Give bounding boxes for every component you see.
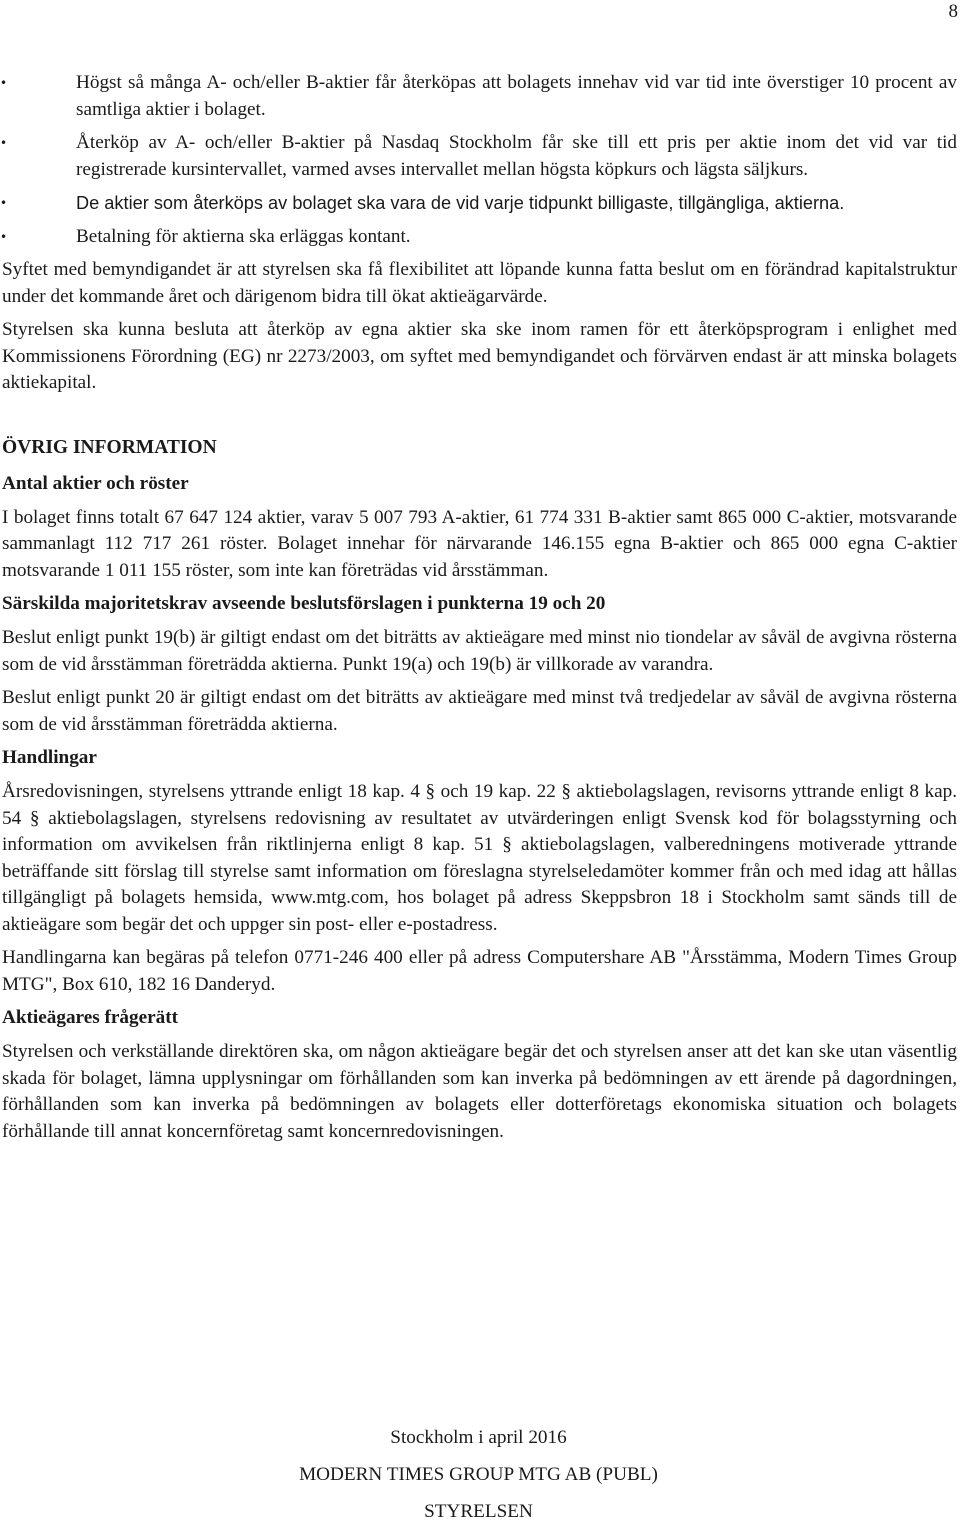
- list-item-text: Högst så många A- och/eller B-aktier får återköpas att bolagets innehav vid var tid inte överstiger 10 procent av samtliga aktier i bolaget.: [76, 72, 957, 120]
- rights-paragraph: Styrelsen och verkställande direktören ska, om någon aktieägare begär det och styrelsen anser att det kan ske utan väsentlig skada för bolaget, lämna upplysningar om förhållanden som kan inverka på bedömningen av ett ärende på dagordningen, förhållanden som kan inverka på bedömningen av bolagets eller dotterföretags ekonomiska situation och bolagets förhållande till annat koncernföretag samt koncernredovisningen.: [2, 1041, 957, 1142]
- document-body: [2, 70, 957, 1152]
- signature-block: [0, 1419, 960, 1530]
- place-date: Stockholm i april 2016: [390, 1427, 567, 1448]
- section-title: ÖVRIG INFORMATION: [2, 436, 217, 458]
- list-item-text: Återköp av A- och/eller B-aktier på Nasdaq Stockholm får ske till ett pris per aktie inom det vid var tid registrerade kursintervallet, varmed avses intervallet mellan högsta köpkurs och lägsta säljkurs.: [76, 132, 957, 180]
- buyback-program-paragraph: Styrelsen ska kunna besluta att återköp av egna aktier ska ske inom ramen för ett återköpsprogram i enlighet med Kommissionens Förordning (EG) nr 2273/2003, om syftet med bemyndigandet och förvärven endast är att minska bolagets aktiekapital.: [2, 319, 957, 393]
- documents-paragraph-1: Årsredovisningen, styrelsens yttrande enligt 18 kap. 4 § och 19 kap. 22 § aktiebolagslagen, revisorns yttrande enligt 8 kap. 54 § aktiebolagslagen, styrelsens redovisning av resultatet av utvärderingen enligt Svensk kod för bolagsstyrning och information om avvikelsen från riktlinjerna enligt 8 kap. 51 § aktiebolagslagen, valberedningens motiverade yttrande beträffande sitt förslag till styrelse samt information om föreslagna styrelseledamöter kommer från och med idag att hållas tillgängligt på bolagets hemsida, www.mtg.com, hos bolaget på adress Skeppsbron 18 i Stockholm samt sänds till de aktieägare som begär det och uppger sin post- eller e-postadress.: [2, 781, 957, 935]
- bullet-icon: •: [0, 196, 8, 210]
- majority-paragraph-1: Beslut enligt punkt 19(b) är giltigt endast om det biträtts av aktieägare med minst nio tiondelar av såväl de avgivna rösterna som de vid årsstämman företrädda aktierna. Punkt 19(a) och 19(b) är villkorade av varandra.: [2, 627, 957, 675]
- signatory: STYRELSEN: [424, 1501, 533, 1522]
- page-number: 8: [948, 1, 958, 22]
- company-name: MODERN TIMES GROUP MTG AB (PUBL): [299, 1464, 658, 1485]
- shares-heading: Antal aktier och röster: [2, 472, 189, 494]
- shares-paragraph: I bolaget finns totalt 67 647 124 aktier, varav 5 007 793 A-aktier, 61 774 331 B-aktier samt 865 000 C-aktier, motsvarande sammanlagt 112 717 261 röster. Bolaget innehar för närvarande 146.155 egna B-aktier och 865 000 egna C-aktier motsvarande 1 011 155 röster, som inte kan företrädas vid årsstämman.: [2, 506, 957, 581]
- documents-heading: Handlingar: [2, 747, 97, 768]
- majority-paragraph-2: Beslut enligt punkt 20 är giltigt endast om det biträtts av aktieägare med minst två tredjedelar av såväl de avgivna rösterna som de vid årsstämman företrädda aktierna.: [2, 687, 957, 735]
- purpose-paragraph: Syftet med bemyndigandet är att styrelsen ska få flexibilitet att löpande kunna fatta beslut om en förändrad kapitalstruktur under det kommande året och därigenom bidra till ökat aktieägarvärde.: [2, 259, 957, 307]
- list-item: [2, 224, 957, 251]
- buyback-conditions-list: [2, 70, 957, 250]
- bullet-icon: •: [0, 76, 8, 90]
- majority-heading: Särskilda majoritetskrav avseende beslutsförslagen i punkterna 19 och 20: [2, 593, 606, 614]
- list-item-text: Betalning för aktierna ska erläggas kontant.: [76, 225, 411, 247]
- list-item-text: De aktier som återköps av bolaget ska vara de vid varje tidpunkt billigaste, tillgängliga, aktierna.: [76, 193, 845, 213]
- list-item: [2, 130, 957, 183]
- bullet-icon: •: [0, 229, 8, 244]
- bullet-icon: •: [0, 136, 8, 150]
- documents-paragraph-2: Handlingarna kan begäras på telefon 0771-246 400 eller på adress Computershare AB "Årsstämma, Modern Times Group MTG", Box 610, 182 16 Danderyd.: [2, 947, 957, 995]
- rights-heading: Aktieägares frågerätt: [2, 1007, 178, 1028]
- list-item: [2, 190, 957, 217]
- list-item: [2, 70, 957, 123]
